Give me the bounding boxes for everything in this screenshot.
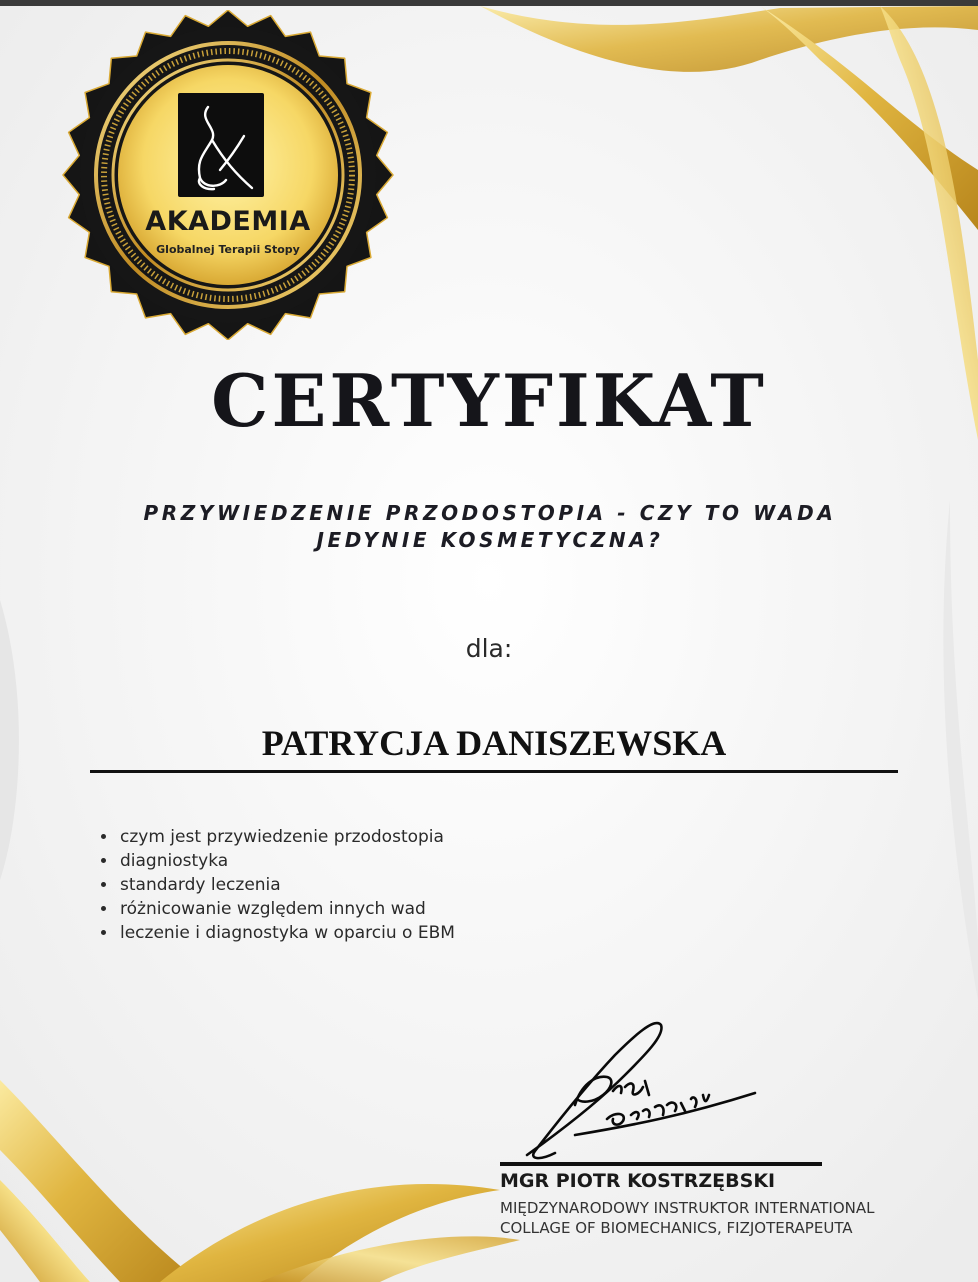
- list-item: • czym jest przywiedzenie przodostopia: [118, 825, 455, 849]
- signature-line: [500, 1162, 822, 1166]
- certificate-title: CERTYFIKAT: [211, 358, 767, 443]
- recipient-underline: [90, 770, 898, 773]
- seal-title: AKADEMIA: [145, 206, 311, 237]
- course-title-line2: JEDYNIE KOSMETYCZNA?: [316, 528, 664, 552]
- recipient-name: PATRYCJA DANISZEWSKA: [261, 723, 727, 763]
- signatory-role-line2: COLLAGE OF BIOMECHANICS, FIZJOTERAPEUTA: [500, 1219, 853, 1237]
- logo-box: [178, 93, 264, 197]
- list-item: • różnicowanie względem innych wad: [118, 897, 455, 921]
- list-item: • standardy leczenia: [118, 873, 455, 897]
- course-title: [90, 500, 890, 554]
- course-title-line1: PRZYWIEDZENIE PRZODOSTOPIA - CZY TO WADA: [143, 501, 837, 525]
- topics-list: [90, 825, 455, 945]
- academy-seal: [48, 10, 408, 340]
- list-item: • leczenie i diagnostyka w oparciu o EBM: [118, 921, 455, 945]
- for-label: dla:: [465, 634, 513, 663]
- seal-subtitle: Globalnej Terapii Stopy: [156, 243, 300, 256]
- handwritten-signature: [515, 1015, 765, 1165]
- list-item: • diagniostyka: [118, 849, 455, 873]
- signatory-name: MGR PIOTR KOSTRZĘBSKI: [500, 1170, 776, 1192]
- signatory-role: [500, 1198, 960, 1238]
- signatory-role-line1: MIĘDZYNARODOWY INSTRUKTOR INTERNATIONAL: [500, 1199, 875, 1217]
- seal-badge-graphic: [48, 10, 408, 340]
